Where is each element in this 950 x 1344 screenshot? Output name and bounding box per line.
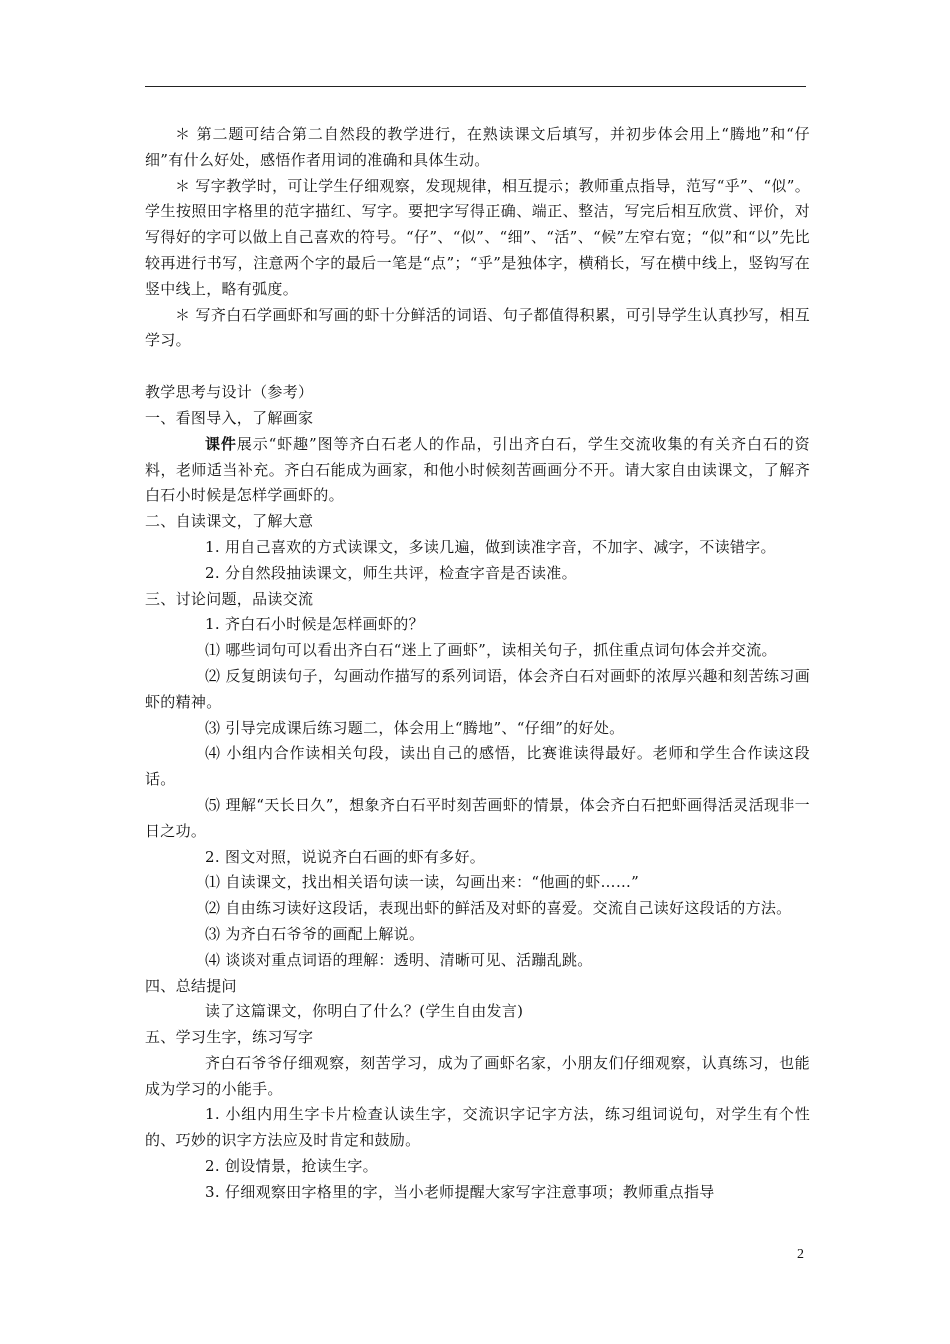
section-5-item-2: 2. 创设情景，抢读生字。 bbox=[205, 1157, 378, 1176]
section-5-item-1: 1. 小组内用生字卡片检查认读生字，交流识字记字方法，练习组词说句，对学生有个性的、巧妙的识字方法应及时肯定和鼓励。 bbox=[145, 1105, 810, 1150]
design-title: 教学思考与设计（参考） bbox=[145, 383, 314, 402]
section-3-q1-item-5: ⑸ 理解“天长日久”，想象齐白石平时刻苦画虾的情景，体会齐白石把虾画得活灵活现非一日之功。 bbox=[145, 795, 810, 840]
document-body bbox=[145, 122, 810, 1206]
section-3-question-2: 2. 图文对照，说说齐白石画的虾有多好。 bbox=[205, 847, 486, 866]
intro-paragraph-3: ＊ 写齐白石学画虾和写画的虾十分鲜活的词语、句子都值得积累，可引导学生认真抄写，相互学习。 bbox=[145, 305, 810, 350]
page-number: 2 bbox=[797, 1247, 804, 1262]
section-3-question-1: 1. 齐白石小时候是怎样画虾的？ bbox=[205, 615, 424, 634]
section-1-paragraph bbox=[145, 432, 810, 509]
section-4-heading: 四、总结提问 bbox=[145, 976, 237, 995]
section-2-heading: 二、自读课文，了解大意 bbox=[145, 512, 314, 531]
section-3-q2-item-2: ⑵ 自由练习读好这段话，表现出虾的鲜活及对虾的喜爱。交流自己读好这段话的方法。 bbox=[205, 899, 792, 918]
section-3-q1-item-1: ⑴ 哪些词句可以看出齐白石“迷上了画虾”，读相关句子，抓住重点词句体会并交流。 bbox=[205, 641, 777, 660]
section-1-text: 展示“虾趣”图等齐白石老人的作品，引出齐白石，学生交流收集的有关齐白石的资料，老师适当补充。齐白石能成为画家，和他小时候刻苦画画分不开。请大家自由读课文，了解齐白石小时候是怎样学画虾的。 bbox=[145, 434, 810, 505]
section-2-item-2: 2. 分自然段抽读课文，师生共评，检查字音是否读准。 bbox=[205, 563, 577, 582]
section-3-q2-item-1: ⑴ 自读课文，找出相关语句读一读，勾画出来：“他画的虾……” bbox=[205, 873, 640, 892]
section-3-heading: 三、讨论问题，品读交流 bbox=[145, 589, 314, 608]
section-4-text: 读了这篇课文，你明白了什么？(学生自由发言) bbox=[205, 1002, 524, 1021]
intro-paragraph-2: ＊ 写字教学时，可让学生仔细观察，发现规律，相互提示；教师重点指导，范写“乎”、“似”。学生按照田字格里的范字描红、写字。要把字写得正确、端正、整洁，写完后相互欣赏、评价，对写得好的字可以做上自己喜欢的符号。“仔”、“似”、“细”、“活”、“候”左窄右宽；“似”和“以”先比较再进行书写，注意两个字的最后一笔是“点”；“乎”是独体字，横稍长，写在横中线上，竖钩写在竖中线上，略有弧度。 bbox=[145, 176, 810, 298]
section-3-q1-item-4: ⑷ 小组内合作读相关句段，读出自己的感悟，比赛谁读得最好。老师和学生合作读这段话。 bbox=[145, 744, 810, 789]
section-5-lead: 齐白石爷爷仔细观察，刻苦学习，成为了画虾名家，小朋友们仔细观察，认真练习，也能成为学习的小能手。 bbox=[145, 1053, 810, 1098]
header-rule bbox=[145, 86, 806, 87]
section-3-q1-item-2: ⑵ 反复朗读句子，勾画动作描写的系列词语，体会齐白石对画虾的浓厚兴趣和刻苦练习画虾的精神。 bbox=[145, 666, 810, 711]
section-5-heading: 五、学习生字，练习写字 bbox=[145, 1028, 314, 1047]
section-3-q1-item-3: ⑶ 引导完成课后练习题二，体会用上“腾地”、“仔细”的好处。 bbox=[205, 718, 625, 737]
section-3-q2-item-3: ⑶ 为齐白石爷爷的画配上解说。 bbox=[205, 924, 425, 943]
section-2-item-1: 1. 用自己喜欢的方式读课文，多读几遍，做到读准字音，不加字、减字，不读错字。 bbox=[205, 537, 776, 556]
section-5-item-3: 3. 仔细观察田字格里的字，当小老师提醒大家写字注意事项；教师重点指导 bbox=[205, 1182, 715, 1201]
courseware-label: 课件 bbox=[205, 434, 237, 453]
intro-paragraph-1: ＊ 第二题可结合第二自然段的教学进行，在熟读课文后填写，并初步体会用上“腾地”和“仔细”有什么好处，感悟作者用词的准确和具体生动。 bbox=[145, 125, 810, 169]
section-3-q2-item-4: ⑷ 谈谈对重点词语的理解：透明、清晰可见、活蹦乱跳。 bbox=[205, 950, 593, 969]
spacer bbox=[145, 354, 810, 380]
section-1-heading: 一、看图导入，了解画家 bbox=[145, 408, 314, 427]
